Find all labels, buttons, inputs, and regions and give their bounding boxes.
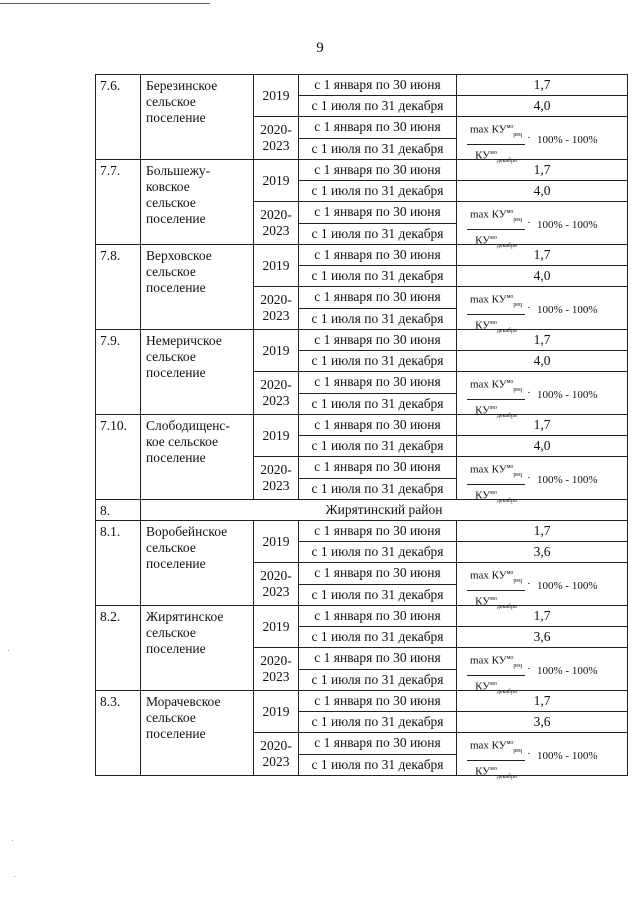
period-first-half: с 1 января по 30 июня (299, 245, 457, 266)
period-second-half: с 1 июля по 31 декабря (299, 96, 457, 117)
formula-denominator-text: КУ (475, 149, 491, 162)
formula-denominator-sup: мо (490, 149, 497, 156)
row-number: 7.6. (96, 75, 141, 160)
formula-numerator-sub: реq (513, 471, 523, 478)
period-first-half: с 1 января по 30 июня (299, 606, 457, 627)
value-first-half: 1,7 (457, 415, 628, 436)
settlement-name: Слободищенс- кое сельское поселение (141, 415, 254, 500)
year-2019: 2019 (254, 606, 299, 648)
year-range: 2020- 2023 (254, 457, 299, 500)
formula-denominator (467, 485, 525, 508)
formula-fraction (467, 567, 525, 614)
year-2019: 2019 (254, 521, 299, 563)
formula-multiply: · (527, 217, 531, 229)
period-first-half: с 1 января по 30 июня (299, 415, 457, 436)
formula-denominator-text: КУ (475, 319, 491, 332)
tariff-formula (457, 202, 627, 249)
formula-fraction (467, 461, 525, 508)
period-second-half: с 1 июля по 31 декабря (299, 754, 457, 776)
formula-tail: 100% - 100% (537, 580, 598, 592)
value-first-half: 1,7 (457, 606, 628, 627)
formula-denominator-sub: декабрь (496, 603, 517, 610)
formula-numerator-sup: мо (506, 740, 514, 746)
formula-denominator-sub: декабрь (496, 412, 517, 419)
value-first-half: 1,7 (457, 245, 628, 266)
period-first-half: с 1 января по 30 июня (299, 457, 457, 479)
period-first-half: с 1 января по 30 июня (299, 330, 457, 351)
row-number: 7.10. (96, 415, 141, 500)
formula-denominator-sup: мо (490, 765, 497, 772)
formula-numerator (467, 291, 525, 315)
formula-numerator-text: max КУ (469, 378, 507, 391)
formula-denominator-text: КУ (475, 234, 491, 247)
formula-denominator-sup: мо (490, 595, 497, 602)
formula-denominator-sub: декабрь (496, 773, 517, 780)
row-number: 7.8. (96, 245, 141, 330)
settlement-row (96, 160, 628, 181)
year-2019: 2019 (254, 415, 299, 457)
formula-tail: 100% - 100% (537, 750, 598, 762)
formula-denominator (467, 230, 525, 253)
settlement-row (96, 521, 628, 542)
value-first-half: 1,7 (457, 160, 628, 181)
formula-fraction (467, 291, 525, 338)
tariff-formula (457, 372, 627, 419)
tariff-table (95, 74, 628, 780)
scan-speck (14, 876, 15, 877)
formula-fraction (467, 121, 525, 168)
formula-multiply: · (527, 132, 531, 144)
period-first-half: с 1 января по 30 июня (299, 563, 457, 585)
formula-denominator (467, 145, 525, 168)
year-range: 2020- 2023 (254, 117, 299, 160)
scan-speck (8, 650, 9, 651)
tariff-formula (457, 733, 627, 780)
value-first-half: 1,7 (457, 330, 628, 351)
settlement-name: Жирятинское сельское поселение (141, 606, 254, 691)
period-second-half: с 1 июля по 31 декабря (299, 181, 457, 202)
formula-numerator-sub: реq (513, 131, 523, 138)
formula-denominator-sup: мо (490, 319, 497, 326)
formula-denominator (467, 676, 525, 699)
settlement-name: Воробейнское сельское поселение (141, 521, 254, 606)
settlement-name: Большежу- ковское сельское поселение (141, 160, 254, 245)
formula-numerator-sup: мо (506, 124, 514, 130)
formula-denominator-text: КУ (475, 765, 491, 778)
period-first-half: с 1 января по 30 июня (299, 648, 457, 670)
settlement-row (96, 75, 628, 96)
settlement-row (96, 330, 628, 351)
formula-numerator-text: max КУ (469, 739, 507, 752)
value-second-half: 4,0 (457, 181, 628, 202)
formula-tail: 100% - 100% (537, 474, 598, 486)
tariff-formula (457, 563, 627, 610)
formula-denominator (467, 591, 525, 614)
period-second-half: с 1 июля по 31 декабря (299, 669, 457, 691)
formula-tail: 100% - 100% (537, 389, 598, 401)
formula-cell (457, 733, 628, 780)
value-second-half: 3,6 (457, 712, 628, 733)
formula-denominator-sub: декабрь (496, 688, 517, 695)
settlement-name: Морачевское сельское поселение (141, 691, 254, 776)
formula-cell (457, 648, 628, 695)
formula-denominator-sub: декабрь (496, 327, 517, 334)
period-first-half: с 1 января по 30 июня (299, 202, 457, 224)
row-number: 7.9. (96, 330, 141, 415)
year-range: 2020- 2023 (254, 202, 299, 245)
formula-numerator-sub: реq (513, 301, 523, 308)
formula-numerator-text: max КУ (469, 569, 507, 582)
formula-numerator-sup: мо (506, 379, 514, 385)
row-number: 8.3. (96, 691, 141, 776)
formula-tail: 100% - 100% (537, 134, 598, 146)
formula-denominator-text: КУ (475, 680, 491, 693)
tariff-formula (457, 457, 627, 504)
formula-numerator-text: max КУ (469, 208, 507, 221)
period-first-half: с 1 января по 30 июня (299, 521, 457, 542)
year-2019: 2019 (254, 330, 299, 372)
formula-denominator (467, 400, 525, 423)
formula-multiply: · (527, 302, 531, 314)
formula-numerator-sub: реq (513, 216, 523, 223)
period-first-half: с 1 января по 30 июня (299, 372, 457, 394)
formula-numerator-sub: реq (513, 386, 523, 393)
period-first-half: с 1 января по 30 июня (299, 691, 457, 712)
formula-numerator-text: max КУ (469, 123, 507, 136)
formula-numerator (467, 567, 525, 591)
row-number: 8.1. (96, 521, 141, 606)
settlement-name: Верховское сельское поселение (141, 245, 254, 330)
settlement-row (96, 606, 628, 627)
value-second-half: 3,6 (457, 627, 628, 648)
tariff-formula (457, 287, 627, 334)
formula-fraction (467, 652, 525, 699)
formula-numerator (467, 737, 525, 761)
period-first-half: с 1 января по 30 июня (299, 117, 457, 139)
formula-multiply: · (527, 748, 531, 760)
period-second-half: с 1 июля по 31 декабря (299, 351, 457, 372)
formula-numerator (467, 652, 525, 676)
formula-multiply: · (527, 578, 531, 590)
formula-numerator-sup: мо (506, 294, 514, 300)
tariff-formula (457, 648, 627, 695)
formula-multiply: · (527, 387, 531, 399)
row-number: 7.7. (96, 160, 141, 245)
value-first-half: 1,7 (457, 691, 628, 712)
settlement-row (96, 245, 628, 266)
formula-numerator-text: max КУ (469, 463, 507, 476)
formula-cell (457, 372, 628, 419)
period-second-half: с 1 июля по 31 декабря (299, 627, 457, 648)
formula-tail: 100% - 100% (537, 665, 598, 677)
year-range: 2020- 2023 (254, 287, 299, 330)
scan-speck (12, 840, 13, 841)
formula-numerator (467, 461, 525, 485)
period-second-half: с 1 июля по 31 декабря (299, 584, 457, 606)
top-rule (0, 3, 210, 4)
period-first-half: с 1 января по 30 июня (299, 160, 457, 181)
formula-numerator (467, 206, 525, 230)
value-first-half: 1,7 (457, 75, 628, 96)
formula-denominator-sup: мо (490, 489, 497, 496)
formula-numerator-sup: мо (506, 570, 514, 576)
period-second-half: с 1 июля по 31 декабря (299, 436, 457, 457)
period-first-half: с 1 января по 30 июня (299, 287, 457, 309)
formula-denominator (467, 761, 525, 784)
value-second-half: 4,0 (457, 96, 628, 117)
year-2019: 2019 (254, 160, 299, 202)
formula-denominator-text: КУ (475, 595, 491, 608)
year-range: 2020- 2023 (254, 733, 299, 776)
formula-multiply: · (527, 472, 531, 484)
formula-fraction (467, 206, 525, 253)
settlement-name: Немеричское сельское поселение (141, 330, 254, 415)
formula-numerator-sup: мо (506, 464, 514, 470)
formula-numerator-sup: мо (506, 655, 514, 661)
formula-denominator-sub: декабрь (496, 497, 517, 504)
year-2019: 2019 (254, 75, 299, 117)
value-second-half: 3,6 (457, 542, 628, 563)
formula-numerator-sub: реq (513, 662, 523, 669)
value-second-half: 4,0 (457, 436, 628, 457)
formula-denominator-text: КУ (475, 404, 491, 417)
year-range: 2020- 2023 (254, 563, 299, 606)
formula-numerator-sub: реq (513, 577, 523, 584)
period-second-half: с 1 июля по 31 декабря (299, 308, 457, 330)
year-2019: 2019 (254, 691, 299, 733)
period-second-half: с 1 июля по 31 декабря (299, 138, 457, 160)
formula-denominator-sup: мо (490, 404, 497, 411)
formula-multiply: · (527, 663, 531, 675)
formula-fraction (467, 376, 525, 423)
period-second-half: с 1 июля по 31 декабря (299, 478, 457, 500)
formula-denominator-sup: мо (490, 234, 497, 241)
formula-cell (457, 202, 628, 249)
formula-cell (457, 287, 628, 334)
formula-cell (457, 563, 628, 610)
year-range: 2020- 2023 (254, 648, 299, 691)
period-second-half: с 1 июля по 31 декабря (299, 266, 457, 287)
page-number: 9 (316, 40, 324, 56)
settlement-row (96, 415, 628, 436)
formula-numerator-text: max КУ (469, 293, 507, 306)
period-second-half: с 1 июля по 31 декабря (299, 712, 457, 733)
formula-denominator-sup: мо (490, 680, 497, 687)
settlement-row (96, 691, 628, 712)
period-second-half: с 1 июля по 31 декабря (299, 542, 457, 563)
district-title: Жирятинский район (141, 500, 628, 521)
formula-fraction (467, 737, 525, 784)
period-second-half: с 1 июля по 31 декабря (299, 393, 457, 415)
formula-cell (457, 457, 628, 504)
formula-numerator (467, 121, 525, 145)
district-row (96, 500, 628, 521)
period-first-half: с 1 января по 30 июня (299, 75, 457, 96)
year-range: 2020- 2023 (254, 372, 299, 415)
period-second-half: с 1 июля по 31 декабря (299, 223, 457, 245)
value-first-half: 1,7 (457, 521, 628, 542)
formula-numerator-sub: реq (513, 747, 523, 754)
settlement-name: Березинское сельское поселение (141, 75, 254, 160)
formula-cell (457, 117, 628, 164)
formula-denominator (467, 315, 525, 338)
formula-denominator-text: КУ (475, 489, 491, 502)
formula-numerator (467, 376, 525, 400)
row-number: 8.2. (96, 606, 141, 691)
formula-denominator-sub: декабрь (496, 157, 517, 164)
formula-numerator-text: max КУ (469, 654, 507, 667)
value-second-half: 4,0 (457, 266, 628, 287)
formula-denominator-sub: декабрь (496, 242, 517, 249)
formula-numerator-sup: мо (506, 209, 514, 215)
tariff-formula (457, 117, 627, 164)
year-2019: 2019 (254, 245, 299, 287)
row-number: 8. (96, 500, 141, 521)
period-first-half: с 1 января по 30 июня (299, 733, 457, 755)
formula-tail: 100% - 100% (537, 304, 598, 316)
value-second-half: 4,0 (457, 351, 628, 372)
formula-tail: 100% - 100% (537, 219, 598, 231)
